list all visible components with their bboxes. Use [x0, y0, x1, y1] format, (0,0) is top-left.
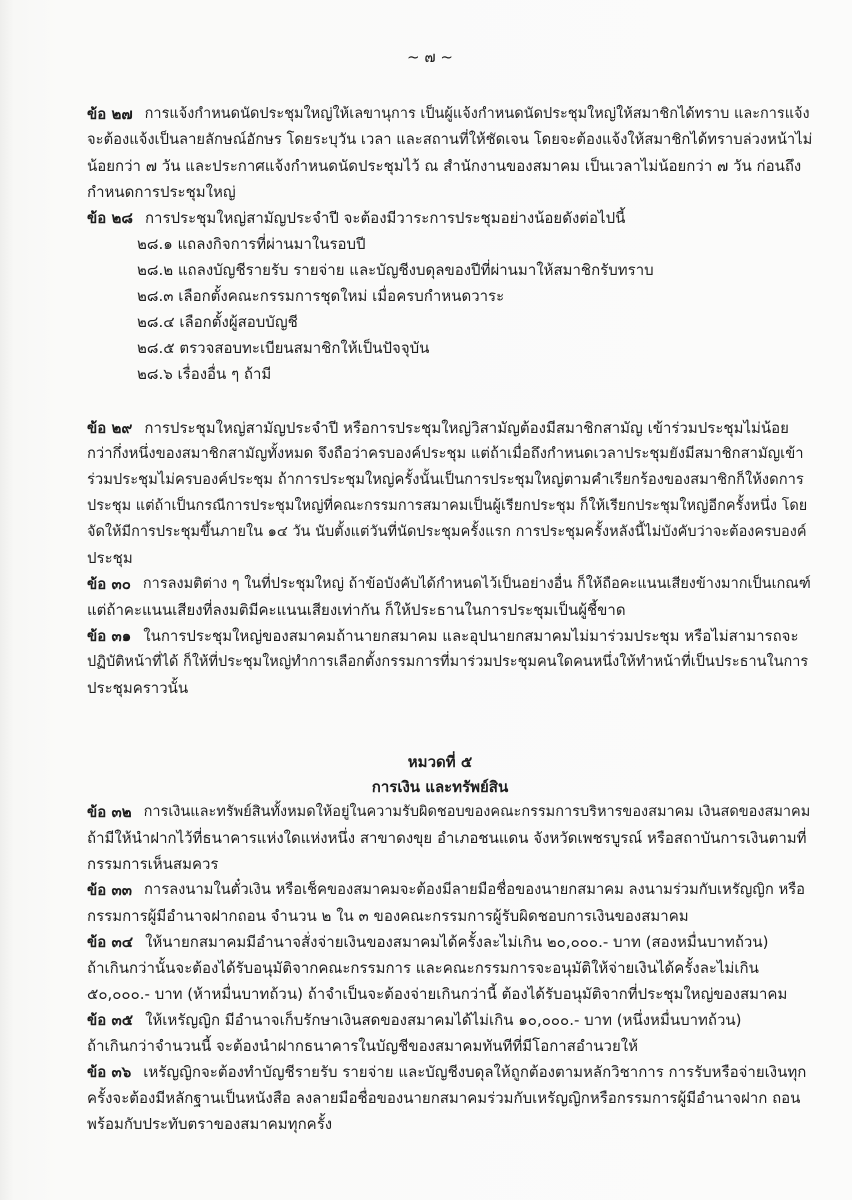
- article-first-line: [87, 101, 813, 127]
- article-31: [87, 623, 813, 701]
- article-line: แต่ถ้าคะแนนเสียงที่ลงมติมีคะแนนเสียงเท่ากัน ก็ให้ประธานในการประชุมเป็นผู้ชี้ขาด: [87, 601, 626, 619]
- article-label: ข้อ ๓๔: [87, 933, 134, 951]
- page-number: ~ ๗ ~: [407, 48, 453, 66]
- article-30: [87, 571, 813, 623]
- article-36: [87, 1059, 813, 1137]
- article-line: ปฏิบัติหน้าที่ได้ ก็ให้ที่ประชุมใหญ่ทำการเลือกตั้งกรรมการที่มาร่วมประชุมคนใดคนหนึ่งให้ทำหน้าที่เป็นประธานในการ: [87, 654, 809, 670]
- article-line: น้อยกว่า ๗ วัน และประกาศแจ้งกำหนดนัดประชุมไว้ ณ สำนักงานของสมาคม เป็นเวลาไม่น้อยกว่า ๗ วัน ก่อนถึง: [87, 157, 802, 175]
- article-label: ข้อ ๓๒: [87, 803, 132, 821]
- article-label: ข้อ ๓๖: [87, 1063, 132, 1081]
- article-35: [87, 1007, 813, 1059]
- article-line: ถ้าเกินกว่าจำนวนนี้ จะต้องนำฝากธนาคารในบัญชีของสมาคมทันทีที่มีโอกาสอำนวยให้: [87, 1037, 638, 1055]
- article-label: ข้อ ๒๘: [87, 209, 133, 227]
- agenda-item: ๒๘.๒ แถลงบัญชีรายรับ รายจ่าย และบัญชีงบดุลของปีที่ผ่านมาให้สมาชิกรับทราบ: [137, 261, 654, 279]
- article-first-line: [87, 929, 813, 955]
- article-line: กรรมการผู้มีอำนาจฝากถอน จำนวน ๒ ใน ๓ ของคณะกรรมการผู้รับผิดชอบการเงินของสมาคม: [87, 907, 689, 925]
- agenda-item: ๒๘.๕ ตรวจสอบทะเบียนสมาชิกให้เป็นปัจจุบัน: [137, 339, 430, 357]
- chapter-title: การเงิน และทรัพย์สิน: [371, 778, 509, 796]
- chapter-heading: หมวดที่ ๕: [407, 753, 473, 771]
- article-line: จะต้องแจ้งเป็นลายลักษณ์อักษร โดยระบุวัน เวลา และสถานที่ให้ชัดเจน โดยจะต้องแจ้งให้สมาชิกได้ทราบล่วงหน้าไม่: [87, 131, 813, 148]
- article-line: ประชุม แต่ถ้าเป็นกรณีการประชุมใหญ่ที่คณะกรรมการสมาคมเป็นผู้เรียกประชุม ก็ให้เรียกประชุมใหญ่อีกครั้งหนึ่ง โดย: [87, 498, 808, 514]
- article-line: ประชุมคราวนั้น: [87, 679, 189, 697]
- article-label: ข้อ ๓๕: [87, 1011, 134, 1029]
- agenda-item: ๒๘.๓ เลือกตั้งคณะกรรมการชุดใหม่ เมื่อครบกำหนดวาระ: [137, 287, 505, 305]
- agenda-item: ๒๘.๖ เรื่องอื่น ๆ ถ้ามี: [137, 365, 272, 383]
- article-28: [87, 205, 813, 387]
- article-label: ข้อ ๓๑: [87, 627, 132, 645]
- article-text: ให้นายกสมาคมมีอำนาจสั่งจ่ายเงินของสมาคมได้ครั้งละไม่เกิน ๒๐,๐๐๐.- บาท (สองหมื่นบาทถ้วน): [145, 933, 769, 951]
- article-34: [87, 929, 813, 1007]
- article-text: การประชุมใหญ่สามัญประจำปี หรือการประชุมใหญ่วิสามัญต้องมีสมาชิกสามัญ เข้าร่วมประชุมไม่น้อย: [144, 419, 789, 437]
- article-first-line: [87, 799, 813, 825]
- article-33: [87, 877, 813, 929]
- article-line: จัดให้มีการประชุมขึ้นภายใน ๑๔ วัน นับตั้งแต่วันที่นัดประชุมครั้งแรก การประชุมครั้งหลังนี้ไม่บังคับว่าจะต้องครบองค์: [87, 524, 807, 540]
- article-line: ประชุม: [87, 549, 133, 567]
- agenda-item: ๒๘.๑ แถลงกิจการที่ผ่านมาในรอบปี: [137, 235, 366, 253]
- article-text: ให้เหรัญญิก มีอำนาจเก็บรักษาเงินสดของสมาคมได้ไม่เกิน ๑๐,๐๐๐.- บาท (หนึ่งหมื่นบาทถ้วน): [145, 1011, 742, 1029]
- article-text: ในการประชุมใหญ่ของสมาคมถ้านายกสมาคม และอุปนายกสมาคมไม่มาร่วมประชุม หรือไม่สามารถจะ: [143, 627, 799, 645]
- article-label: ข้อ ๓๓: [87, 881, 132, 899]
- article-text: เหรัญญิกจะต้องทำบัญชีรายรับ รายจ่าย และบัญชีงบดุลให้ถูกต้องตามหลักวิชาการ การรับหรือจ่ายเงินทุก: [143, 1063, 807, 1081]
- article-line: กำหนดการประชุมใหญ่: [87, 183, 236, 201]
- article-text: การแจ้งกำหนดนัดประชุมใหญ่ให้เลขานุการ เป็นผู้แจ้งกำหนดนัดประชุมใหญ่ให้สมาชิกได้ทราบ และการแจ้ง: [144, 106, 810, 122]
- article-label: ข้อ ๒๗: [87, 105, 133, 123]
- article-line: พร้อมกับประทับตราของสมาคมทุกครั้ง: [87, 1115, 333, 1133]
- article-label: ข้อ ๓๐: [87, 575, 131, 593]
- article-line: ร่วมประชุมไม่ครบองค์ประชุม ถ้าการประชุมใหญ่ครั้งนั้นเป็นการประชุมใหญ่ตามคำเรียกร้องของสมาชิกก็ให้งดการ: [87, 471, 804, 488]
- article-text: การเงินและทรัพย์สินทั้งหมดให้อยู่ในความรับผิดชอบของคณะกรรมการบริหารของสมาคม เงินสดของสมาคม: [143, 804, 811, 820]
- article-text: การประชุมใหญ่สามัญประจำปี จะต้องมีวาระการประชุมอย่างน้อยดังต่อไปนี้: [144, 209, 626, 227]
- article-text: การลงนามในตั๋วเงิน หรือเช็คของสมาคมจะต้องมีลายมือชื่อของนายกสมาคม ลงนามร่วมกับเหรัญญิก หรือ: [144, 881, 805, 898]
- article-29: [87, 415, 813, 571]
- article-first-line: [87, 571, 813, 597]
- article-line: ครั้งจะต้องมีหลักฐานเป็นหนังสือ ลงลายมือชื่อของนายกสมาคมร่วมกับเหรัญญิกหรือกรรมการผู้มีอำนาจฝาก ถอน: [87, 1089, 801, 1107]
- article-first-line: [87, 623, 813, 649]
- article-label: ข้อ ๒๙: [87, 419, 133, 437]
- article-line: ถ้าเกินกว่านั้นจะต้องได้รับอนุมัติจากคณะกรรมการ และคณะกรรมการจะอนุมัติให้จ่ายเงินได้ครั้งละไม่เกิน: [87, 959, 759, 977]
- article-32: [87, 799, 813, 877]
- article-first-line: [87, 1007, 813, 1033]
- article-first-line: [87, 877, 813, 903]
- article-first-line: [87, 1059, 813, 1085]
- article-line: ถ้ามีให้นำฝากไว้ที่ธนาคารแห่งใดแห่งหนึ่ง สาขาดงขุย อำเภอชนแดน จังหวัดเพชรบูรณ์ หรือสถาบันการเงินตามที่: [87, 829, 807, 847]
- article-first-line: [87, 205, 813, 231]
- article-line: กว่ากึ่งหนึ่งของสมาชิกสามัญทั้งหมด จึงถือว่าครบองค์ประชุม แต่ถ้าเมื่อถึงกำหนดเวลาประชุมยังมีสมาชิกสามัญเข้า: [87, 445, 804, 462]
- agenda-item: ๒๘.๔ เลือกตั้งผู้สอบบัญชี: [137, 313, 298, 331]
- article-line: กรรมการเห็นสมควร: [87, 855, 219, 873]
- article-text: การลงมติต่าง ๆ ในที่ประชุมใหญ่ ถ้าข้อบังคับได้กำหนดไว้เป็นอย่างอื่น ก็ให้ถือคะแนนเสียงข้างมากเป็นเกณฑ์: [142, 576, 811, 592]
- article-27: [87, 101, 813, 205]
- article-line: ๕๐,๐๐๐.- บาท (ห้าหมื่นบาทถ้วน) ถ้าจำเป็นจะต้องจ่ายเกินกว่านี้ ต้องได้รับอนุมัติจากที่ประชุมใหญ่ของสมาคม: [87, 985, 788, 1003]
- article-first-line: [87, 415, 813, 441]
